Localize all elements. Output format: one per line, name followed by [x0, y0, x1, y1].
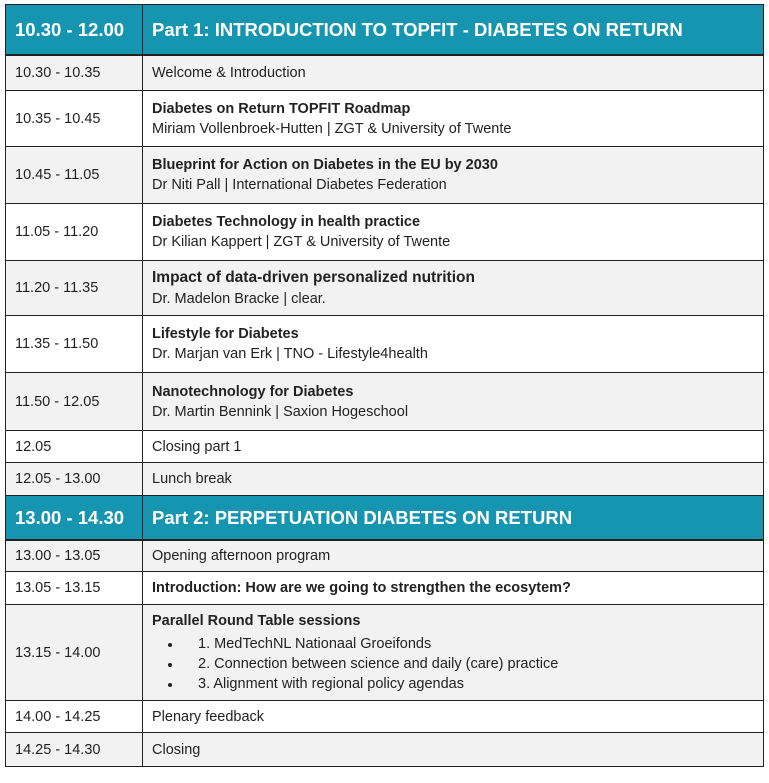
row-speaker: Dr. Madelon Bracke | clear.	[152, 291, 326, 307]
session-list	[152, 632, 763, 692]
row-title: Nanotechnology for Diabetes	[152, 383, 354, 400]
row-text: Closing	[152, 741, 201, 758]
row-time: 14.25 - 14.30	[6, 733, 143, 766]
row-time: 13.05 - 13.15	[6, 572, 143, 604]
part2-header-title: Part 2: PERPETUATION DIABETES ON RETURN	[152, 506, 573, 528]
row-title: Blueprint for Action on Diabetes in the EU by 2030	[152, 157, 498, 173]
agenda-row	[5, 463, 764, 496]
list-item: • 1. MedTechNL Nationaal Groeifonds	[182, 636, 763, 652]
part2-header	[5, 496, 764, 541]
agenda-row	[5, 56, 764, 91]
row-title: Introduction: How are we going to strengthen the ecosytem?	[152, 580, 571, 596]
row-text: Closing part 1	[152, 438, 242, 455]
row-speaker: Dr Kilian Kappert | ZGT & University of Twente	[152, 234, 451, 250]
row-time: 12.05 - 13.00	[6, 463, 143, 495]
row-time: 12.05	[6, 431, 143, 462]
agenda-row	[5, 701, 764, 733]
row-time: 10.30 - 10.35	[6, 56, 143, 90]
row-speaker: Miriam Vollenbroek-Hutten | ZGT & University of Twente	[152, 120, 512, 137]
row-title: Diabetes Technology in health practice	[152, 214, 421, 230]
row-time: 10.45 - 11.05	[6, 147, 143, 203]
row-time: 14.00 - 14.25	[6, 701, 143, 732]
part1-header-title: Part 1: INTRODUCTION TO TOPFIT - DIABETES ON RETURN	[152, 18, 683, 40]
part1-header	[5, 4, 764, 56]
agenda-row	[5, 373, 764, 431]
row-title: Lifestyle for Diabetes	[152, 326, 299, 342]
row-text: Welcome & Introduction	[152, 65, 306, 81]
row-text: Opening afternoon program	[152, 548, 331, 564]
agenda-row	[5, 733, 764, 767]
agenda-row	[5, 541, 764, 572]
agenda-row	[5, 91, 764, 147]
list-item: • 3. Alignment with regional policy agendas	[182, 676, 763, 692]
part2-header-time: 13.00 - 14.30	[6, 496, 143, 539]
agenda-row	[5, 431, 764, 463]
row-time: 13.15 - 14.00	[6, 605, 143, 700]
agenda-row	[5, 147, 764, 204]
row-text: Lunch break	[152, 471, 232, 487]
part1-header-time: 10.30 - 12.00	[6, 5, 143, 54]
row-time: 11.50 - 12.05	[6, 373, 143, 430]
agenda-row	[5, 261, 764, 316]
agenda-row	[5, 605, 764, 701]
agenda-table	[5, 4, 764, 767]
row-speaker: Dr. Marjan van Erk | TNO - Lifestyle4health	[152, 346, 428, 362]
row-text: Plenary feedback	[152, 708, 265, 725]
row-speaker: Dr Niti Pall | International Diabetes Federation	[152, 177, 447, 193]
agenda-row	[5, 204, 764, 261]
row-speaker: Dr. Martin Bennink | Saxion Hogeschool	[152, 403, 409, 420]
row-title: Diabetes on Return TOPFIT Roadmap	[152, 100, 411, 117]
row-time: 11.35 - 11.50	[6, 316, 143, 372]
agenda-row	[5, 572, 764, 605]
row-title: Impact of data-driven personalized nutrition	[152, 269, 475, 286]
row-time: 13.00 - 13.05	[6, 541, 143, 571]
row-title: Parallel Round Table sessions	[152, 613, 361, 629]
list-item: • 2. Connection between science and daily (care) practice	[182, 656, 763, 672]
row-time: 11.05 - 11.20	[6, 204, 143, 260]
row-time: 11.20 - 11.35	[6, 261, 143, 315]
row-time: 10.35 - 10.45	[6, 91, 143, 146]
agenda-row	[5, 316, 764, 373]
